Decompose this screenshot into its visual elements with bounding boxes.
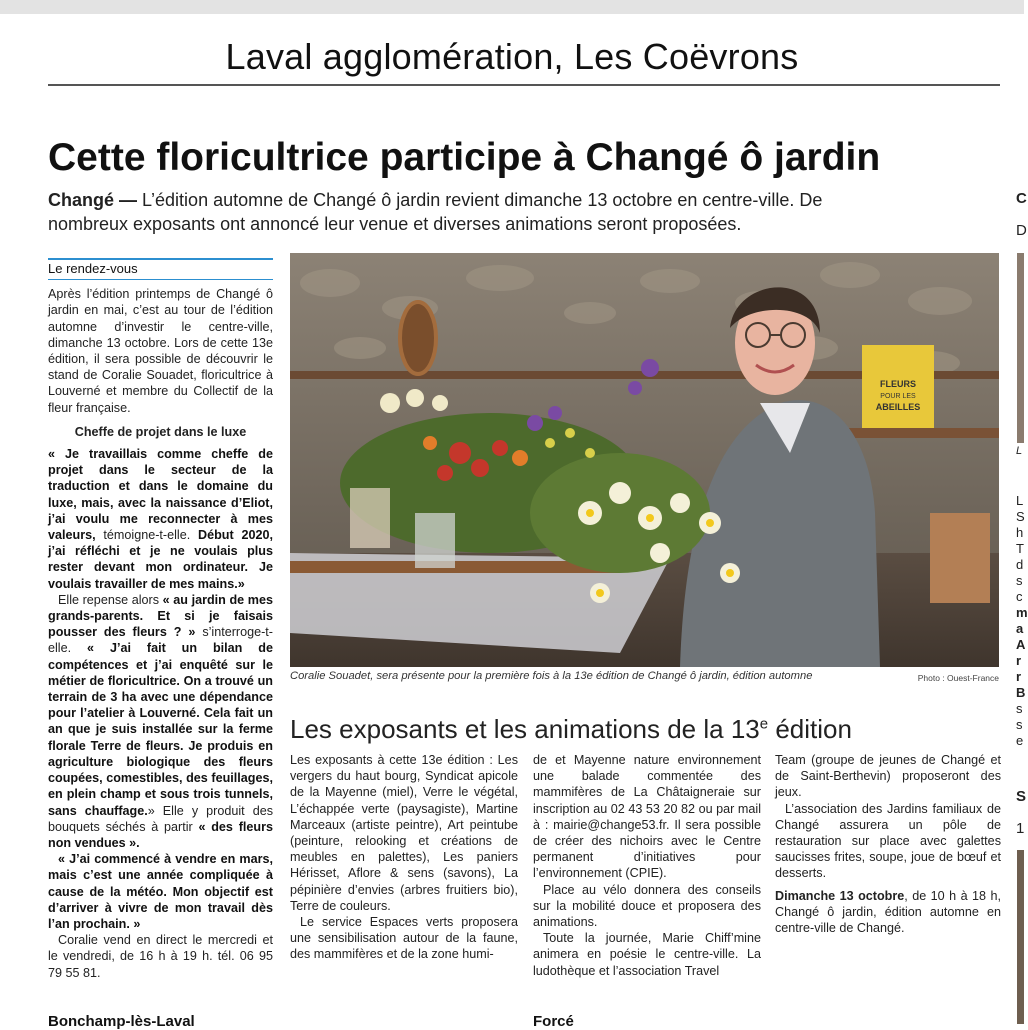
lede-text: L’édition automne de Changé ô jardin revient dimanche 13 octobre en centre-ville. De nombreux exposants ont annoncé leur venue et diverses animations seront proposées. <box>48 190 823 234</box>
right-fragment: D <box>1016 222 1027 239</box>
journee-paragraph: Toute la journée, Marie Chiff’mine animera en poésie le centre-ville. La ludothèque et l’association Travel <box>533 931 761 978</box>
quote-2: « au jardin de mes grands-parents. Et si je faisais pousser des fleurs ? » <box>48 592 273 640</box>
photo-caption: Coralie Souadet, sera présente pour la première fois à la 13e édition de Changé ô jardin, édition automne <box>290 670 813 682</box>
paragraph-2 <box>48 592 273 851</box>
subtitle-cheffe: Cheffe de projet dans le luxe <box>74 424 247 439</box>
article-lede <box>48 188 848 236</box>
event-info-paragraph <box>775 888 1001 937</box>
quote-4: « des fleurs non vendues ». <box>48 819 273 850</box>
photo-credit: Photo : Ouest-France <box>917 673 999 683</box>
right-fragment: B <box>1016 685 1026 700</box>
subhead-sup: e <box>759 715 769 733</box>
right-fragment: c <box>1016 589 1023 604</box>
quote-1b: Début 2020, j’ai réfléchi et je ne voulais plus rester devant mon ordinateur. Je voulais travailler de mes mains.» <box>48 528 273 591</box>
section-rule <box>48 84 1000 86</box>
page-top-bar <box>0 0 1024 14</box>
jardins-familiaux-paragraph: L’association des Jardins familiaux de Changé assurera un pôle de restauration sur place avec galettes saucisses frites, soupe, joue de bœuf et desserts. <box>775 801 1001 881</box>
right-photo-fragment <box>1017 253 1024 443</box>
quote-3: « J’ai fait un bilan de compétences et j’ai enquêté sur le métier de floricultrice. On a trouvé un terrain de 3 ha avec une dépendance pour l’atelier à Louverné. Cela fait un an que je suis installée sur la ferme florale Terre de fleurs. Je produis en agriculture biologique des fleurs coupées, comestibles, des feuillages, en plein champ et sous trois tunnels, sans chauffage. <box>48 641 273 818</box>
intro-paragraph: Après l’édition printemps de Changé ô jardin en mai, c’est au tour de l’édition automne d’investir le centre-ville, dimanche 13 octobre. Lors de cette 13e édition, il sera possible de découvrir le stand de Coralie Souadet, floricultrice à Louverné et membre du Collectif de la fleur française. <box>48 287 273 415</box>
right-photo-fragment-2 <box>1017 850 1024 1024</box>
right-fragment: d <box>1016 557 1024 572</box>
subhead-end: édition <box>768 714 852 744</box>
book-line-2: POUR LES <box>880 393 916 400</box>
article-subhead <box>290 714 852 745</box>
right-fragment: L <box>1016 445 1023 457</box>
travel-team-paragraph: Team (groupe de jeunes de Changé et de Saint-Berthevin) proposeront des jeux. <box>775 753 1001 800</box>
right-fragment: e <box>1016 733 1024 748</box>
right-fragment: S <box>1016 788 1027 805</box>
next-article-bonchamp: Bonchamp-lès-Laval <box>48 1013 195 1030</box>
right-fragment: L <box>1016 493 1024 508</box>
right-fragment: m <box>1016 605 1028 620</box>
right-fragment: T <box>1016 541 1024 556</box>
right-fragment: h <box>1016 525 1024 540</box>
contact-paragraph: Coralie vend en direct le mercredi et le vendredi, de 16 h à 19 h. tél. 06 95 79 55 81. <box>48 933 273 980</box>
column-rendez-vous <box>48 258 273 981</box>
right-fragment: r <box>1016 669 1022 684</box>
para-2b: s’interroge-t-elle. <box>48 625 274 656</box>
espaces-verts-paragraph: Le service Espaces verts proposera une sensibilisation autour de la faune, des mammifères et de la zone humi- <box>290 915 518 962</box>
quote-1-attribution: témoigne-t-elle. <box>95 528 198 543</box>
article-photo <box>290 253 999 667</box>
right-fragment: s <box>1016 717 1023 732</box>
box-label: Le rendez-vous <box>48 258 273 280</box>
book-line-1: FLEURS <box>880 379 916 389</box>
mayenne-nature-paragraph: de et Mayenne nature environnement une balade commentée des mammifères de La Châtaigneraie sur inscription au 02 43 53 20 82 ou par mail à : mairie@change53.fr. Il sera possible de créer des nichoirs avec le Centre permanent d’initiatives pour l’environnement (CPIE). <box>533 753 761 881</box>
next-article-force: Forcé <box>533 1013 574 1030</box>
column-animations <box>533 752 761 979</box>
column-exposants <box>290 752 518 963</box>
para-2a: Elle repense alors <box>58 592 163 607</box>
event-details: , de 10 h à 18 h, Changé ô jardin, édition automne en centre-ville de Changé. <box>775 888 1001 936</box>
right-fragment: 1 <box>1016 820 1025 837</box>
event-date: Dimanche 13 octobre <box>775 888 905 903</box>
photo-illustration <box>290 253 999 667</box>
right-fragment: s <box>1016 573 1023 588</box>
exposants-paragraph: Les exposants à cette 13e édition : Les vergers du haut bourg, Syndicat apicole de la Mayenne (miel), Verre le végétal, L’échappée verte (paysagiste), Martine Marceaux (artiste peintre), Art peintube (peinture, relooking et créations de meubles en palettes), Les paniers Hérisset, Aflore & sens (savons), La pépinière d’envies (arbres fruitiers bio), Terre de couleurs. <box>290 753 518 913</box>
book-line-3: ABEILLES <box>875 402 921 412</box>
quote-paragraph-1 <box>48 446 273 592</box>
right-fragment: s <box>1016 701 1023 716</box>
section-title: Laval agglomération, Les Coëvrons <box>225 36 799 77</box>
quote-1: « Je travaillais comme cheffe de projet dans le secteur de la traduction et dans le domaine du luxe, mais, avec la naissance d’Eliot, j’ai voulu me reconnecter à mes valeurs, <box>48 447 273 543</box>
right-fragment: A <box>1016 637 1026 652</box>
velo-paragraph: Place au vélo donnera des conseils sur la mobilité douce et proposera des animations. <box>533 882 761 930</box>
quote-5: « J’ai commencé à vendre en mars, mais c’est une année compliquée à cause de la météo. Mon objectif est d’arriver à vivre de mon travail dès l’an prochain. » <box>48 852 273 931</box>
right-fragment: C <box>1016 190 1027 207</box>
column-restauration <box>775 752 1001 936</box>
right-fragment: r <box>1016 653 1022 668</box>
lede-place: Changé — <box>48 190 138 210</box>
subhead-text: Les exposants et les animations de la 13 <box>290 714 760 744</box>
article-headline: Cette floricultrice participe à Changé ô jardin <box>48 136 881 179</box>
right-fragment: a <box>1016 621 1024 636</box>
right-fragment: S <box>1016 509 1025 524</box>
para-3b: » Elle y produit des bouquets séchés à partir <box>48 803 274 834</box>
